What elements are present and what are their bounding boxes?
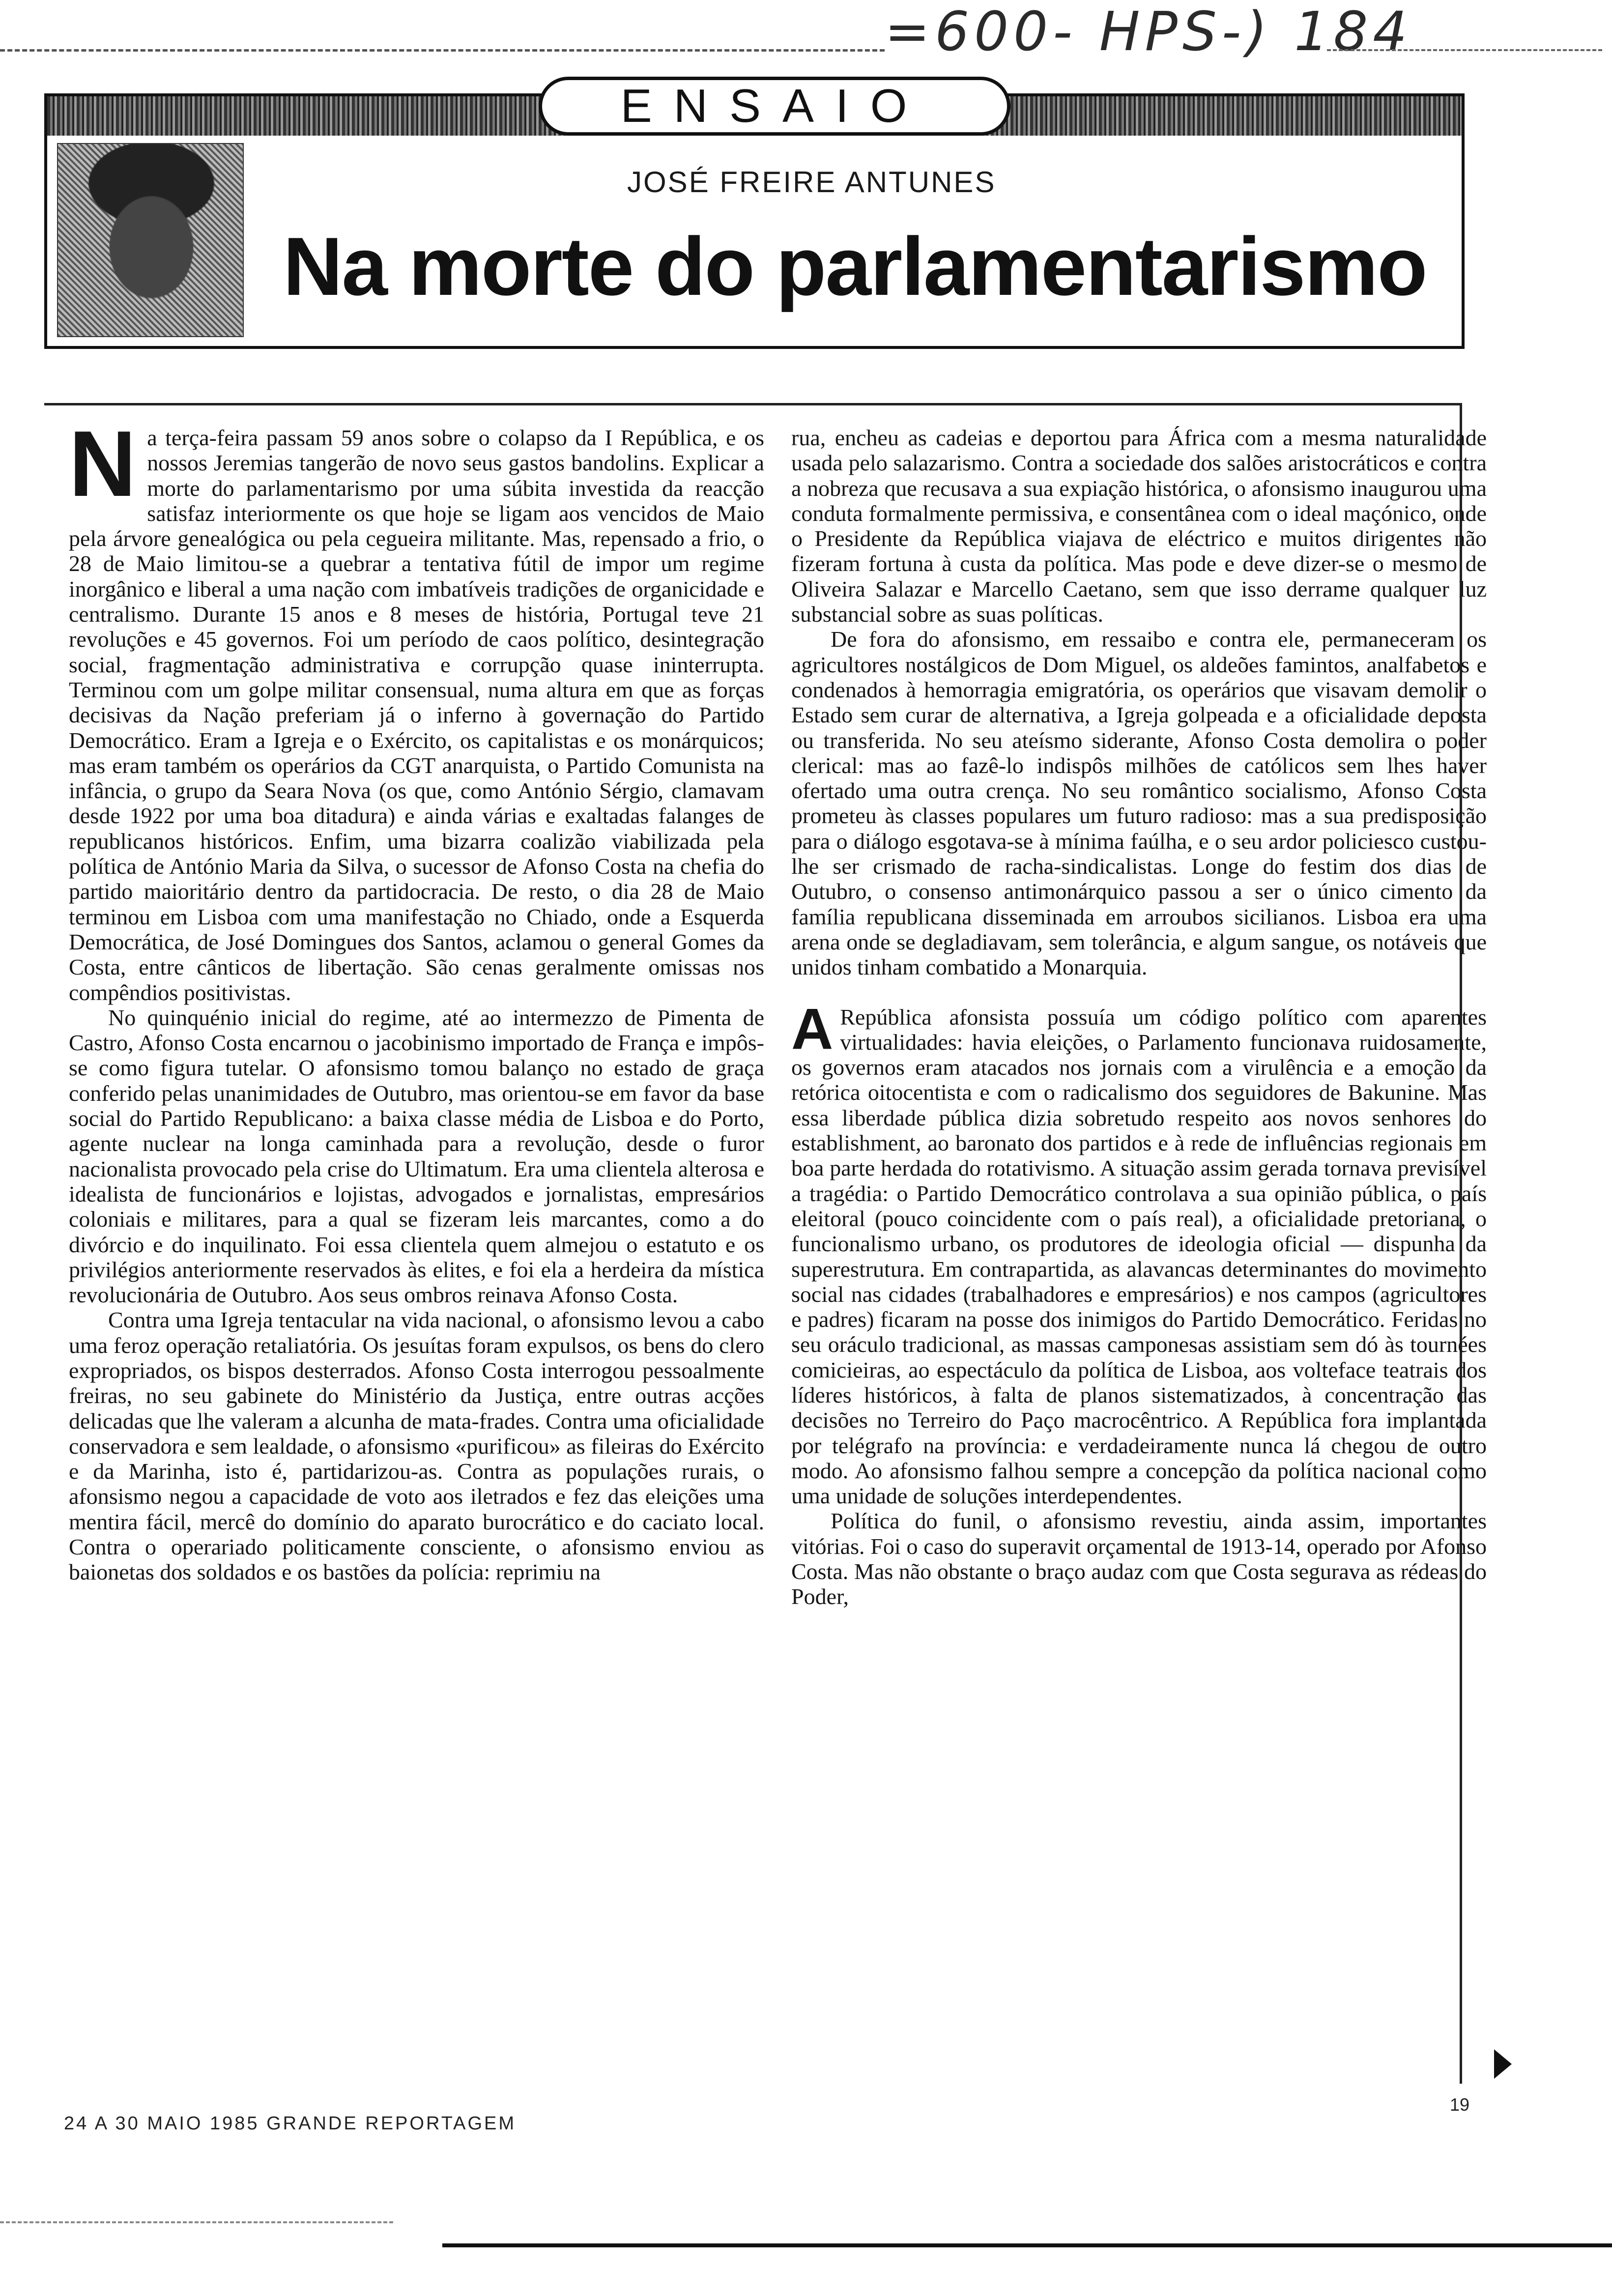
- article-header: [44, 80, 1465, 349]
- page-number: 19: [1450, 2095, 1470, 2115]
- bottom-rule: [442, 2243, 1612, 2247]
- bottom-dashed-rule: [0, 2221, 393, 2223]
- author-name: JOSÉ FREIRE ANTUNES: [627, 166, 996, 199]
- continue-arrow-icon: [1494, 2049, 1512, 2079]
- article-paragraph: Política do funil, o afonsismo revestiu, ainda assim, importantes vitórias. Foi o caso do superavit orçamental de 1913-14, operado por Afonso Costa. Mas não obstante o braço audaz com que Costa segurava as rédeas do Poder,: [791, 1508, 1487, 1609]
- handwritten-annotation: =600- HPS-) 184: [885, 0, 1412, 63]
- drop-cap: N: [69, 412, 137, 516]
- top-dashed-rule: [0, 49, 885, 52]
- top-dashed-rule-right: [1327, 49, 1602, 51]
- section-gap: [791, 980, 1487, 1004]
- section-label: ENSAIO: [539, 77, 1010, 136]
- issue-footer: 24 A 30 MAIO 1985 GRANDE REPORTAGEM: [64, 2113, 517, 2134]
- article-title: Na morte do parlamentarismo: [283, 220, 1427, 313]
- article-paragraph: No quinquénio inicial do regime, até ao intermezzo de Pimenta de Castro, Afonso Costa encarnou o jacobinismo importado de França e impôs-se como figura tutelar. O afonsismo tomou balanço no estado de graça conferido pelas unanimidades de Outubro, mas orientou-se em favor da base social do Partido Republicano: a baixa classe média de Lisboa e do Porto, agente nuclear na longa caminhada para a revolução, desde o furor nacionalista provocado pela crise do Ultimatum. Era uma clientela alterosa e idealista de funcionários e lojistas, advogados e jornalistas, empresários coloniais e militares, para a qual se fizeram leis marcantes, como a do divórcio e do inquilinato. Foi essa clientela quem almejou o estatuto e os privilégios anteriormente reservados às elites, e foi ela a herdeira da mística revolucionária de Outubro. Aos seus ombros reinava Afonso Costa.: [69, 1004, 764, 1308]
- article-column-left: [69, 412, 764, 1585]
- author-portrait: [57, 143, 244, 337]
- article-column-right: [791, 425, 1487, 1609]
- article-paragraph: Na terça-feira passam 59 anos sobre o colapso da I República, e os nossos Jeremias tangerão de novo seus gastos bandolins. Explicar a morte do parlamentarismo por uma súbita investida da reacção satisfaz interiormente os que hoje se ligam aos vencidos de Maio pela árvore genealógica ou pela cegueira militante. Mas, repensado a frio, o 28 de Maio limitou-se a quebrar a tentativa fútil de impor um regime inorgânico e liberal a uma nação com imbatíveis tradições de organicidade e centralismo. Durante 15 anos e 8 meses de história, Portugal teve 21 revoluções e 45 governos. Foi um período de caos político, desintegração social, fragmentação administrativa e corrupção quase ininterrupta. Terminou com um golpe militar consensual, numa altura em que as forças decisivas da Nação preferiam já o inferno à governação do Partido Democrático. Eram a Igreja e o Exército, os capitalistas e os monárquicos; mas eram também os operários da CGT anarquista, o Partido Comunista na infância, o grupo da Seara Nova (os que, como António Sérgio, clamavam desde 1922 por uma boa ditadura) e ainda várias e exaltadas falanges de republicanos históricos. Enfim, uma bizarra coalizão viabilizada pela política de António Maria da Silva, o sucessor de Afonso Costa na chefia do partido maioritário dentro da partidocracia. De resto, o dia 28 de Maio terminou em Lisboa com uma manifestação no Chiado, onde a Esquerda Democrática, de José Domingues dos Santos, aclamou o general Gomes da Costa, entre cânticos de libertação. São cenas geralmente omissas nos compêndios positivistas.: [69, 412, 764, 1005]
- article-paragraph: Contra uma Igreja tentacular na vida nacional, o afonsismo levou a cabo uma feroz operação retaliatória. Os jesuítas foram expulsos, os bens do clero expropriados, os bispos desterrados. Afonso Costa interrogou pessoalmente freiras, no seu gabinete do Ministério da Justiça, entre outras acções delicadas que lhe valeram a alcunha de mata-frades. Contra uma oficialidade conservadora e sem lealdade, o afonsismo «purificou» as fileiras do Exército e da Marinha, isto é, partidarizou-as. Contra as populações rurais, o afonsismo negou a capacidade de voto aos iletrados e fez das eleições uma mentira fácil, mercê do domínio do aparato burocrático e do caciato local. Contra o operariado politicamente consciente, o afonsismo enviou as baionetas dos soldados e os bastões da polícia: reprimiu na: [69, 1307, 764, 1585]
- article-paragraph: De fora do afonsismo, em ressaibo e contra ele, permaneceram os agricultores nostálgicos de Dom Miguel, os aldeões famintos, analfabetos e condenados à hemorragia emigratória, os operários que visavam demolir o Estado sem curar de alternativa, a Igreja golpeada e a oficialidade deposta ou transferida. No seu ateísmo siderante, Afonso Costa demolira o poder clerical: mas ao fazê-lo indispôs milhões de católicos sem lhes haver ofertado uma outra crença. No seu romântico socialismo, Afonso Costa prometeu às classes populares um futuro radioso: mas a sua predisposição para o diálogo esgotava-se à mínima faúlha, e o seu ardor policiesco custou-lhe ser crismado de racha-sindicalistas. Longe do festim dos dias de Outubro, o consenso antimonárquico passou a ser o único cimento da família republicana disseminada em arroubos sicilianos. Lisboa era uma arena onde se degladiavam, sem tolerância, e algum sangue, os notáveis que unidos tinham combatido a Monarquia.: [791, 627, 1487, 980]
- drop-cap: A: [791, 996, 834, 1062]
- article-paragraph: rua, encheu as cadeias e deportou para África com a mesma naturalidade usada pelo salazarismo. Contra a sociedade dos salões aristocráticos e contra a nobreza que recusava a sua expiação histórica, o afonsismo inaugurou uma conduta formalmente permissiva, e consentânea com o ideal maçónico, onde o Presidente da República viajava de eléctrico e muitos dirigentes não fizeram fortuna à custa da política. Mas pode e deve dizer-se o mesmo de Oliveira Salazar e Marcello Caetano, sem que isso derrame qualquer luz substancial sobre as suas políticas.: [791, 425, 1487, 627]
- article-paragraph: A República afonsista possuía um código político com aparentes virtualidades: havia eleições, o Parlamento funcionava ruidosamente, os governos eram atacados nos jornais com a virulência e a emoção da retórica oitocentista e com o radicalismo dos seguidores de Bakunine. Mas essa liberdade pública dizia sobretudo respeito aos novos senhores do establishment, ao baronato dos partidos e à rede de influências regionais em boa parte herdada do rotativismo. A situação assim gerada tornava previsível a tragédia: o Partido Democrático controlava a sua opinião pública, o país eleitoral (pouco coincidente com o país real), a oficialidade pretoriana, o funcionalismo urbano, os produtores de ideologia oficial — dispunha da superestrutura. Em contrapartida, as alavancas determinantes do movimento social nas cidades (trabalhadores e empresários) e nos campos (agricultores e padres) ficaram na posse dos inimigos do Partido Democrático. Feridas no seu oráculo tradicional, as massas camponesas assistiam sem dó às tournées comicieiras, ao espectáculo da política de Lisboa, aos volteface teatrais dos líderes históricos, à falta de planos sistematizados, à concentração das decisões no Terreiro do Paço macrocêntrico. A República fora implantada por telégrafo na província: e verdadeiramente nunca lá chegou de outro modo. Ao afonsismo falhou sempre a concepção da política nacional como uma unidade de soluções interdependentes.: [791, 996, 1487, 1509]
